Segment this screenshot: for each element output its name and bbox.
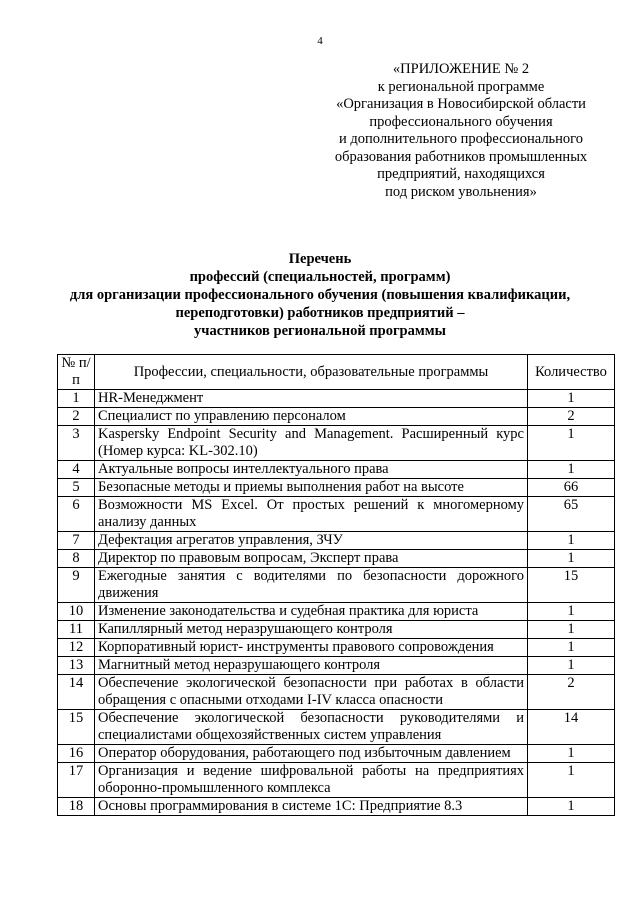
row-quantity: 2 (528, 408, 615, 426)
row-quantity: 66 (528, 479, 615, 497)
row-number: 15 (58, 710, 95, 745)
row-program: Обеспечение экологической безопасности руководителями и специалистами общехозяйственных систем управления (95, 710, 528, 745)
table-row (58, 603, 615, 621)
row-program: Магнитный метод неразрушающего контроля (95, 657, 528, 675)
annex-line: профессионального обучения (369, 113, 553, 130)
title-line: для организации профессионального обучения (повышения квалификации, (69, 287, 571, 303)
row-quantity: 1 (528, 798, 615, 816)
table-row (58, 798, 615, 816)
row-number: 11 (58, 621, 95, 639)
document-title (40, 250, 600, 340)
annex-line: и дополнительного профессионального (338, 131, 584, 147)
row-quantity: 1 (528, 657, 615, 675)
row-program: Дефектация агрегатов управления, ЗЧУ (95, 532, 528, 550)
row-number: 8 (58, 550, 95, 568)
row-program: Актуальные вопросы интеллектуального права (95, 461, 528, 479)
row-program: Специалист по управлению персоналом (95, 408, 528, 426)
row-program: Директор по правовым вопросам, Эксперт права (95, 550, 528, 568)
row-quantity: 14 (528, 710, 615, 745)
annex-header (330, 61, 592, 201)
row-number: 9 (58, 568, 95, 603)
table-row (58, 497, 615, 532)
row-number: 7 (58, 532, 95, 550)
table-header-row (58, 355, 615, 390)
table-row (58, 675, 615, 710)
row-program: Основы программирования в системе 1С: Предприятие 8.3 (95, 798, 528, 816)
page-number: 4 (317, 35, 323, 47)
row-quantity: 1 (528, 745, 615, 763)
header-number: № п/п (58, 355, 95, 390)
row-number: 18 (58, 798, 95, 816)
row-number: 6 (58, 497, 95, 532)
row-program: Изменение законодательства и судебная практика для юриста (95, 603, 528, 621)
row-number: 16 (58, 745, 95, 763)
row-number: 14 (58, 675, 95, 710)
table-row (58, 763, 615, 798)
annex-line: предприятий, находящихся (377, 166, 545, 182)
row-program: Оператор оборудования, работающего под избыточным давлением (95, 745, 528, 763)
table-row (58, 550, 615, 568)
row-number: 3 (58, 426, 95, 461)
table-row (58, 426, 615, 461)
annex-line: образования работников промышленных (334, 148, 588, 165)
row-program: Kaspersky Endpoint Security and Management. Расширенный курс (Номер курса: KL-302.10) (95, 426, 528, 461)
row-program: Безопасные методы и приемы выполнения работ на высоте (95, 479, 528, 497)
table-row (58, 408, 615, 426)
row-number: 10 (58, 603, 95, 621)
table-row (58, 621, 615, 639)
title-line: профессий (специальностей, программ) (189, 269, 451, 285)
table-row (58, 390, 615, 408)
row-quantity: 65 (528, 497, 615, 532)
row-number: 12 (58, 639, 95, 657)
annex-line: под риском увольнения» (385, 183, 537, 200)
row-quantity: 2 (528, 675, 615, 710)
row-quantity: 1 (528, 390, 615, 408)
row-program: Ежегодные занятия с водителями по безопасности дорожного движения (95, 568, 528, 603)
row-program: HR-Менеджмент (95, 390, 528, 408)
row-quantity: 15 (528, 568, 615, 603)
table-row (58, 639, 615, 657)
row-quantity: 1 (528, 621, 615, 639)
row-program: Капиллярный метод неразрушающего контроля (95, 621, 528, 639)
row-program: Обеспечение экологической безопасности при работах в области обращения с опасными отходами I-IV класса опасности (95, 675, 528, 710)
row-quantity: 1 (528, 426, 615, 461)
table-row (58, 461, 615, 479)
table-row (58, 532, 615, 550)
header-programs: Профессии, специальности, образовательные программы (95, 355, 528, 390)
title-line: Перечень (288, 251, 352, 267)
table-row (58, 568, 615, 603)
row-quantity: 1 (528, 639, 615, 657)
table-row (58, 479, 615, 497)
programs-table (57, 354, 615, 816)
annex-line: «ПРИЛОЖЕНИЕ № 2 (392, 61, 530, 77)
row-number: 17 (58, 763, 95, 798)
title-line: переподготовки) работников предприятий – (175, 305, 465, 321)
row-number: 13 (58, 657, 95, 675)
row-program: Возможности MS Excel. От простых решений к многомерному анализу данных (95, 497, 528, 532)
row-quantity: 1 (528, 461, 615, 479)
row-number: 4 (58, 461, 95, 479)
header-quantity: Количество (528, 355, 615, 390)
row-program: Корпоративный юрист- инструменты правового сопровождения (95, 639, 528, 657)
row-quantity: 1 (528, 603, 615, 621)
annex-line: «Организация в Новосибирской области (336, 96, 586, 112)
row-quantity: 1 (528, 532, 615, 550)
row-number: 1 (58, 390, 95, 408)
table-row (58, 710, 615, 745)
table-row (58, 745, 615, 763)
annex-line: к региональной программе (377, 78, 545, 95)
row-program: Организация и ведение шифровальной работы на предприятиях оборонно-промышленного комплекса (95, 763, 528, 798)
row-quantity: 1 (528, 763, 615, 798)
row-quantity: 1 (528, 550, 615, 568)
row-number: 2 (58, 408, 95, 426)
row-number: 5 (58, 479, 95, 497)
title-line: участников региональной программы (194, 323, 446, 339)
table-row (58, 657, 615, 675)
